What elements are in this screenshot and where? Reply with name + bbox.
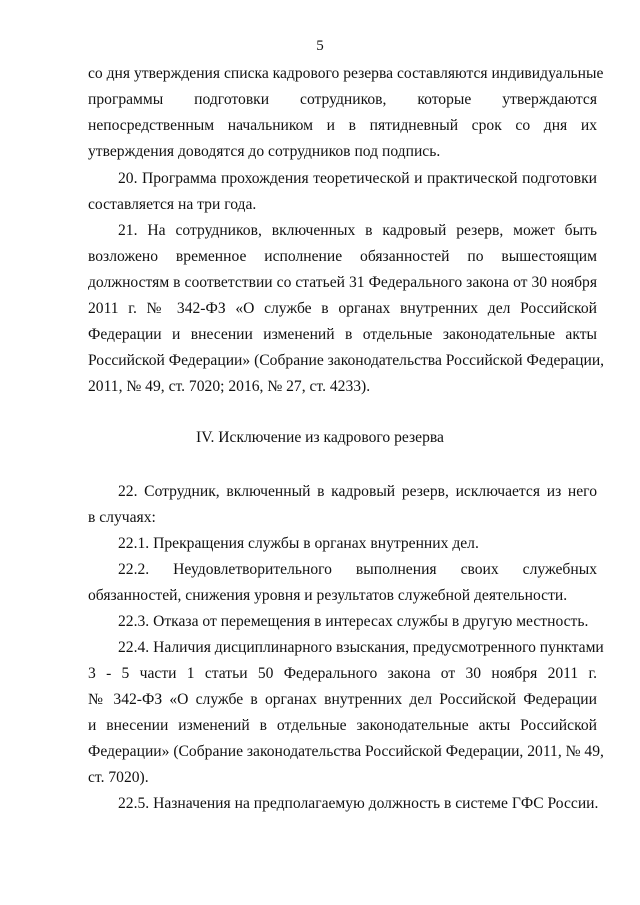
text-line: 20. Программа прохождения теоретической и практической подготовки	[118, 170, 597, 187]
text-line: 22.5. Назначения на предполагаемую должность в системе ГФС России.	[118, 795, 599, 812]
text-line: 3 - 5 части 1 статьи 50 Федерального закона от 30 ноября 2011 г.	[88, 665, 597, 682]
text-line: 2011 г. № 342-ФЗ «О службе в органах внутренних дел Российской	[88, 300, 597, 317]
text-line: и внесении изменений в отдельные законодательные акты Российской	[88, 717, 597, 734]
text-line: составляется на три года.	[88, 196, 257, 213]
text-line: Федерации и внесении изменений в отдельные законодательные акты	[88, 326, 597, 343]
text-line: Российской Федерации» (Собрание законодательства Российской Федерации,	[88, 352, 605, 369]
section-heading: IV. Исключение из кадрового резерва	[196, 429, 444, 446]
text-line: обязанностей, снижения уровня и результатов служебной деятельности.	[88, 587, 568, 604]
text-line: утверждения доводятся до сотрудников под подпись.	[88, 143, 441, 160]
text-line: 22.1. Прекращения службы в органах внутренних дел.	[118, 535, 479, 552]
text-line: 22.2. Неудовлетворительного выполнения своих служебных	[118, 561, 597, 578]
page-number: 5	[316, 38, 324, 54]
text-line: непосредственным начальником и в пятидневный срок со дня их	[88, 117, 597, 134]
text-line: 2011, № 49, ст. 7020; 2016, № 27, ст. 4233).	[88, 378, 371, 395]
text-line: возложено временное исполнение обязанностей по вышестоящим	[88, 248, 597, 265]
text-line: № 342-ФЗ «О службе в органах внутренних дел Российской Федерации	[88, 691, 597, 708]
text-line: в случаях:	[88, 509, 156, 526]
text-line: ст. 7020).	[88, 769, 149, 786]
text-line: со дня утверждения списка кадрового резерва составляются индивидуальные	[88, 65, 604, 82]
text-line: 22. Сотрудник, включенный в кадровый резерв, исключается из него	[118, 483, 597, 500]
text-line: Федерации» (Собрание законодательства Российской Федерации, 2011, № 49,	[88, 743, 604, 760]
text-line: программы подготовки сотрудников, которые утверждаются	[88, 91, 597, 108]
text-line: 22.3. Отказа от перемещения в интересах службы в другую местность.	[118, 613, 589, 630]
text-line: должностям в соответствии со статьей 31 Федерального закона от 30 ноября	[88, 274, 597, 291]
text-line: 21. На сотрудников, включенных в кадровый резерв, может быть	[118, 222, 597, 239]
text-line: 22.4. Наличия дисциплинарного взыскания, предусмотренного пунктами	[118, 639, 604, 656]
